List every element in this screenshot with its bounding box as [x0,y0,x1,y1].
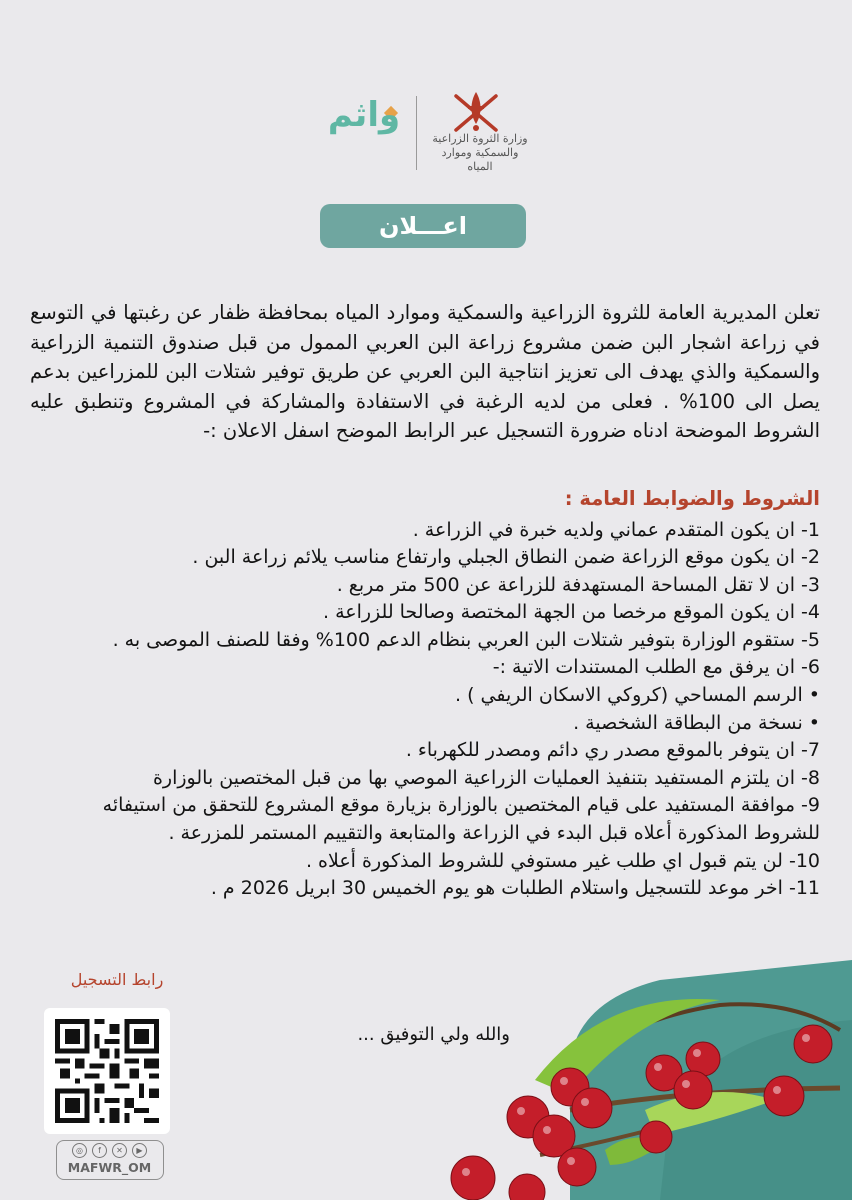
term-item: 2- ان يكون موقع الزراعة ضمن النطاق الجبلي وارتفاع مناسب يلائم زراعة البن . [192,546,820,569]
partner-logo-text: واثم [327,95,401,135]
term-item: 6- ان يرفق مع الطلب المستندات الاتية :- [492,656,820,679]
term-item: 9- موافقة المستفيد على قيام المختصين بالوزارة بزيارة موقع المشروع للتحقق من استيفائه [102,794,820,817]
ministry-name-line1: وزارة الثروة الزراعية [432,132,528,145]
ministry-name [430,132,530,174]
x-icon[interactable]: ✕ [112,1143,127,1158]
terms-title: الشروط والضوابط العامة : [564,486,820,510]
term-item: للشروط المذكورة أعلاه قبل البدء في الزراعة والمتابعة والتقييم المستمر للمزرعة . [168,822,820,845]
instagram-icon[interactable]: ◎ [72,1143,87,1158]
term-item: • نسخة من البطاقة الشخصية . [573,711,820,734]
registration-qr[interactable] [44,1008,170,1134]
term-item: 4- ان يكون الموقع مرخصا من الجهة المختصة وصالحا للزراعة . [322,601,820,624]
logo-divider [416,96,417,170]
social-handle-box[interactable] [56,1140,164,1180]
closing-text: والله ولي التوفيق ... [357,1024,510,1045]
partner-logo [322,92,406,176]
terms-list [30,517,820,903]
social-icons [57,1143,162,1158]
social-handle: MAFWR_OM [67,1160,152,1175]
term-item: • الرسم المساحي (كروكي الاسكان الريفي ) . [455,684,820,707]
term-item: 8- ان يلتزم المستفيد بتنفيذ العمليات الزراعية الموصي بها من قبل المختصين بالوزارة [152,766,820,789]
youtube-icon[interactable]: ▶ [132,1143,147,1158]
ministry-logo [430,88,530,178]
term-item: 11- اخر موعد للتسجيل واستلام الطلبات هو يوم الخميس 30 ابريل 2026 م . [210,877,820,900]
header [0,78,852,178]
term-item: 7- ان يتوفر بالموقع مصدر ري دائم ومصدر للكهرباء . [405,739,820,762]
registration-label: رابط التسجيل [70,970,164,989]
facebook-icon[interactable]: f [92,1143,107,1158]
term-item: 3- ان لا تقل المساحة المستهدفة للزراعة عن 500 متر مربع . [336,573,820,596]
ministry-name-line2: والسمكية وموارد المياه [441,146,519,173]
oman-emblem-icon [448,88,504,138]
qr-code-icon[interactable] [55,1019,159,1123]
coffee-cherries-illustration [420,960,852,1200]
term-item: 5- ستقوم الوزارة بتوفير شتلات البن العربي بنظام الدعم 100% وفقا للصنف الموصى به . [112,628,820,651]
announcement-badge: اعـــلان [320,204,526,248]
announcement-body [30,298,820,903]
intro-paragraph: تعلن المديرية العامة للثروة الزراعية والسمكية وموارد المياه بمحافظة ظفار عن رغبتها في التوسع في زراعة اشجار البن ضمن مشروع زراعة البن العربي الممول من قبل صندوق التنمية الزراعية والسمكية والذي يهدف الى تعزيز انتاجية البن العربي عن طريق توفير شتلات البن للمزراعين بدعم يصل الى 100% . فعلى من لديه الرغبة في الاستفادة والمشاركة في المشروع وتنطبق عليه الشروط الموضحة ادناه ضرورة التسجيل عبر الرابط الموضح اسفل الاعلان :- [30,301,820,442]
term-item: 1- ان يكون المتقدم عماني ولديه خبرة في الزراعة . [412,518,820,541]
term-item: 10- لن يتم قبول اي طلب غير مستوفي للشروط المذكورة أعلاه . [305,849,820,872]
